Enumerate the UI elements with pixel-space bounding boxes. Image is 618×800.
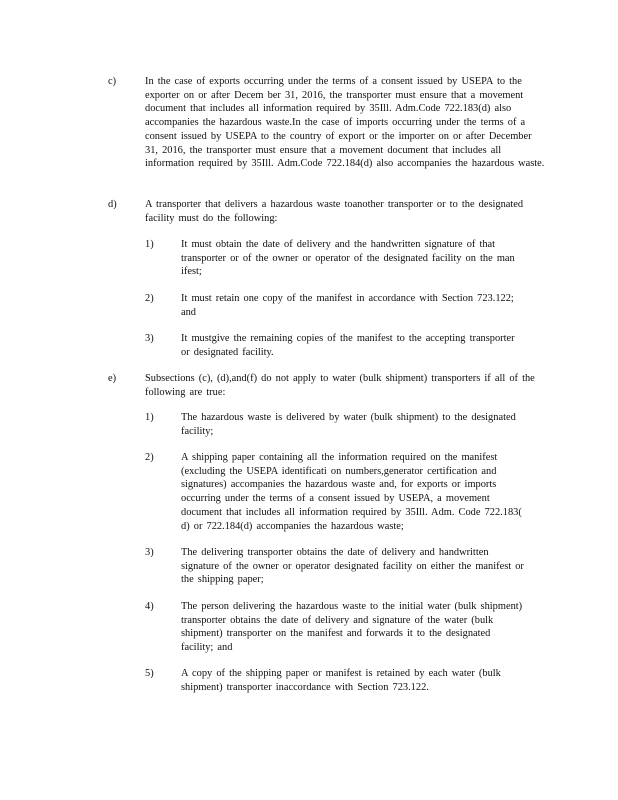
item-text: It mustgive the remaining copies of the manifest to the accepting transporter or designated facility. bbox=[181, 333, 515, 358]
subsection-text: A transporter that delivers a hazardous waste toanother transporter or to the designated facility must do the following: bbox=[145, 199, 524, 224]
subsection-label: d) bbox=[108, 199, 117, 210]
item-label: 2) bbox=[145, 452, 154, 463]
subsection-label: e) bbox=[108, 373, 117, 384]
item-text: It must obtain the date of delivery and the handwritten signature of that transporter or of the owner or operator of the designated facility on the man ifest; bbox=[181, 239, 515, 278]
subsection-label: c) bbox=[108, 76, 117, 87]
item-label: 3) bbox=[145, 333, 154, 344]
item-text: A shipping paper containing all the information required on the manifest (excluding the USEPA identificati on numbers,generator certification and signatures) accompanies the hazardous waste and, for exports or imports occurring under the terms of a consent issued by USEPA, a movement document that includes all information required by 35Ill. Adm. Code 722.183( d) or 722.184(d) accompanies the hazardous waste; bbox=[181, 452, 522, 532]
item-label: 1) bbox=[145, 412, 154, 423]
item-text: The hazardous waste is delivered by water (bulk shipment) to the designated facility; bbox=[181, 412, 516, 437]
item-text: The delivering transporter obtains the date of delivery and handwritten signature of the owner or operator designated facility on either the manifest or the shipping paper; bbox=[181, 547, 524, 586]
item-label: 3) bbox=[145, 547, 154, 558]
item-label: 2) bbox=[145, 293, 154, 304]
item-text: A copy of the shipping paper or manifest is retained by each water (bulk shipment) transporter inaccordance with Section 723.122. bbox=[181, 668, 501, 693]
item-label: 4) bbox=[145, 601, 154, 612]
item-label: 1) bbox=[145, 239, 154, 250]
subsection-text: In the case of exports occurring under the terms of a consent issued by USEPA to the exporter on or after Decem ber 31, 2016, the transporter must ensure that a movement document that includes all information required by 35Ill. Adm.Code 722.183(d) also accompanies the hazardous waste.In the case of imports occurring under the terms of a consent issued by USEPA to the country of export or the importer on or after December 31, 2016, the transporter must ensure that a movement document that includes all information required by 35Ill. Adm.Code 722.184(d) also accompanies the hazardous waste. bbox=[145, 76, 545, 170]
item-text: The person delivering the hazardous waste to the initial water (bulk shipment) transporter obtains the date of delivery and signature of the water (bulk shipment) transporter on the manifest and forwards it to the designated facility; and bbox=[181, 601, 523, 654]
item-text: It must retain one copy of the manifest in accordance with Section 723.122; and bbox=[181, 293, 514, 318]
subsection-text: Subsections (c), (d),and(f) do not apply to water (bulk shipment) transporters if all of the following are true: bbox=[145, 373, 535, 398]
item-label: 5) bbox=[145, 668, 154, 679]
